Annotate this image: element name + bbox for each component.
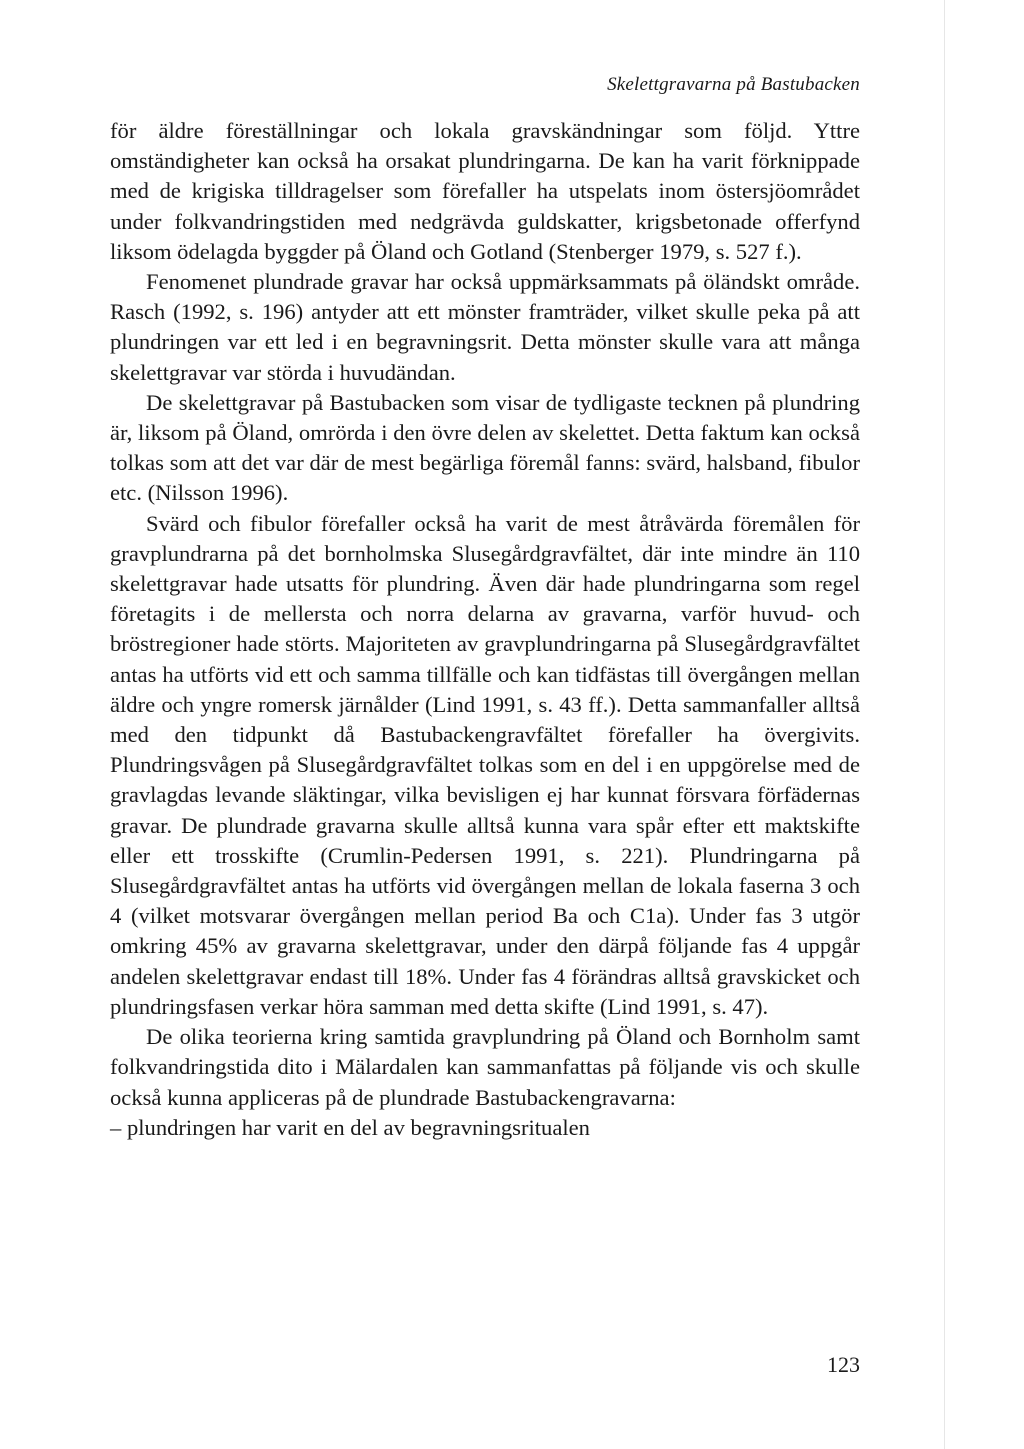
paragraph-2: Fenomenet plundrade gravar har också uppmärksammats på öländskt område. Rasch (1992, s. 196) antyder att ett mönster framträder, vilket skulle peka på att plundringen var ett led i en begravningsrit. Detta mönster skulle vara att många skelettgravar var störda i huvudändan. [110, 269, 860, 385]
page-number: 123 [827, 1352, 860, 1377]
paragraph-3: De skelettgravar på Bastubacken som visar de tydligaste tecknen på plundring är, liksom på Öland, omrörda i den övre delen av skelettet. Detta faktum kan också tolkas som att det var där de mest begärliga föremål fanns: svärd, halsband, fibulor etc. (Nilsson 1996). [110, 389, 860, 506]
body-text [110, 116, 860, 1143]
bullet-item: – plundringen har varit en del av begravningsritualen [110, 1114, 590, 1140]
paragraph-1: för äldre föreställningar och lokala gravskändningar som följd. Yttre omständigheter kan också ha orsakat plundringarna. De kan ha varit förknippade med de krigiska tilldragelser som förefaller ha utspelats inom östersjöområdet under folkvandringstiden med nedgrävda guldskatter, krigsbetonade offerfynd liksom ödelagda byggder på Öland och Gotland (Stenberger 1979, s. 527 f.). [110, 118, 860, 264]
paragraph-5: De olika teorierna kring samtida gravplundring på Öland och Bornholm samt folkvandringstida dito i Mälardalen kan sammanfattas på följande vis och skulle också kunna appliceras på de plundrade Bastubackengravarna: [110, 1024, 860, 1110]
page-edge-line [944, 0, 945, 1449]
running-head: Skelettgravarna på Bastubacken [607, 74, 860, 95]
paragraph-4: Svärd och fibulor förefaller också ha varit de mest åtråvärda föremålen för gravplundrarna på det bornholmska Slusegårdgravfältet, där inte mindre än 110 skelettgravar hade utsatts för plundring. Även där hade plundringarna som regel företagits i de mellersta och norra delarna av gravarna, varför huvud- och bröstregioner hade störts. Majoriteten av gravplundringarna på Slusegårdgravfältet antas ha utförts vid ett och samma tillfälle och kan tidfästas till övergången mellan äldre och yngre romersk järnålder (Lind 1991, s. 43 ff.). Detta sammanfaller alltså med den tidpunkt då Bastubackengravfältet förefaller ha övergivits. Plundringsvågen på Slusegårdgravfältet tolkas som en del i en uppgörelse med de gravlagdas levande släktingar, vilka bevisligen ej har kunnat försvara förfädernas gravar. De plundrade gravarna skulle alltså kunna vara spår efter ett maktskifte eller ett trosskifte (Crumlin-Pedersen 1991, s. 221). Plundringarna på Slusegårdgravfältet antas ha utförts vid övergången mellan de lokala faserna 3 och 4 (vilket motsvarar övergången mellan period Ba och C1a). Under fas 3 utgör omkring 45% av gravarna skelettgravar, under den därpå följande fas 4 uppgår andelen skelettgravar endast till 18%. Under fas 4 förändras alltså gravskicket och plundringsfasen verkar höra samman med detta skifte (Lind 1991, s. 47). [110, 510, 860, 1019]
